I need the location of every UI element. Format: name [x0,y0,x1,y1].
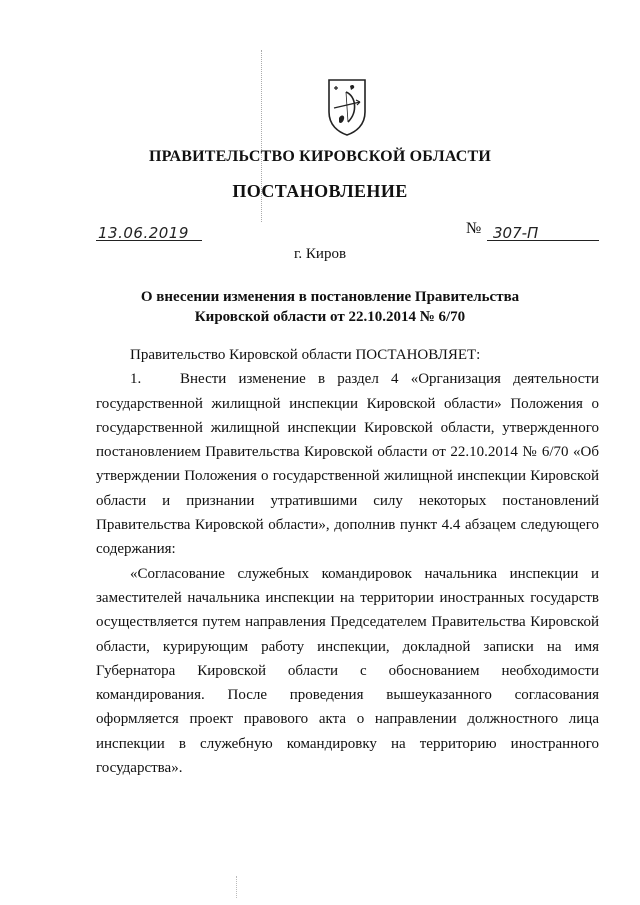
kirov-coat-of-arms-icon [326,78,368,136]
item-1-paragraph [96,367,599,561]
organization-title: ПРАВИТЕЛЬСТВО КИРОВСКОЙ ОБЛАСТИ [148,148,492,165]
scan-artifact [236,876,237,898]
document-type: ПОСТАНОВЛЕНИЕ [232,181,408,201]
document-subject [110,287,550,327]
document-number: 307-П [487,226,599,241]
document-date: 13.06.2019 [96,226,202,241]
subject-line: О внесении изменения в постановление Правительства [140,289,520,305]
quoted-paragraph: «Согласование служебных командировок начальника инспекции и заместителей начальника инспекции на территории иностранных государств осуществляется путем направления Председателем Правительства Кировской области, курирующим работу инспекции, докладной записки на имя Губернатора Кировской области с обоснованием необходимости командирования. После проведения вышеуказанного согласования оформляется проект правового акта о направлении должностного лица инспекции в служебную командировку на территорию иностранного государства». [96,565,599,777]
document-body [96,343,599,780]
intro-paragraph: Правительство Кировской области ПОСТАНОВЛЯЕТ: [130,347,481,363]
number-sign: № [466,220,482,237]
item-text: Внести изменение в раздел 4 «Организация деятельности государственной жилищной инспекции Кировской области» Положения о государственной жилищной инспекции Кировской области, утвержденного постановлением Правительства Кировской области от 22.10.2014 № 6/70 «Об утверждении Положения о государственной жилищной инспекции Кировской области и признании утратившими силу некоторых постановлений Правительства Кировской области», дополнив пункт 4.4 абзацем следующего содержания: [96,371,599,558]
subject-line: Кировской области от 22.10.2014 № 6/70 [194,309,466,325]
city: г. Киров [293,246,347,262]
item-number: 1. [130,371,142,388]
